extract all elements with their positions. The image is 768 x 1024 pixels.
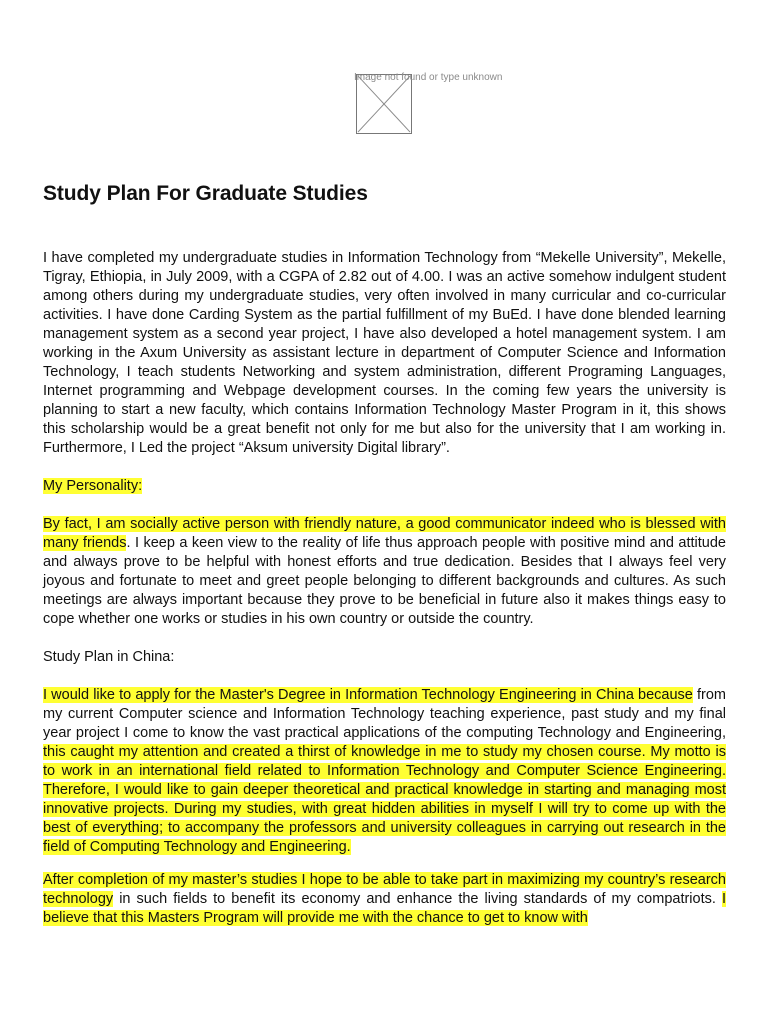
personality-heading <box>43 477 726 496</box>
personality-paragraph <box>43 515 726 629</box>
study-plan-paragraph <box>43 686 726 857</box>
after-completion-paragraph <box>43 871 726 928</box>
personality-heading-highlight: My Personality: <box>43 478 143 494</box>
broken-image-caption: Image not found or type unknown <box>354 72 503 83</box>
plain-text: from my current Computer science and Information Technology teaching experience, past study and my final year project I come to know the vast practical applications of the computing Technology and Engineering, <box>43 687 727 741</box>
document-title: Study Plan For Graduate Studies <box>43 182 368 205</box>
highlighted-text: By fact, I am socially active person with friendly nature, a good communicator indeed who is blessed with many friends <box>43 516 726 551</box>
study-plan-heading: Study Plan in China: <box>43 649 175 665</box>
highlighted-text: this caught my attention and created a thirst of knowledge in me to study my chosen course. My motto is to work in an international field related to Information Technology and Computer Science Engineering. <box>43 744 726 779</box>
plain-text: . I keep a keen view to the reality of life thus approach people with positive mind and attitude and always prove to be helpful with honest efforts and true dedication. Besides that I always feel very joyous and fortunate to meet and greet people belonging to different backgrounds and cultures. As such meetings are always important because they prove to be beneficial in future also it makes things easy to cope whether one works or studies in his own country or outside the country. <box>43 535 726 627</box>
highlighted-text: Therefore, I would like to gain deeper theoretical and practical knowledge in starting and managing most innovative projects. During my studies, with great hidden abilities in myself I will try to come up with the best of everything; to accompany the professors and university colleagues in carrying out research in the field of Computing Technology and Engineering. <box>43 782 726 855</box>
highlighted-text: After completion of my master’s studies I hope to be able to take part in maximizing my country’s research technology <box>43 872 726 907</box>
plain-text: in such fields to benefit its economy and enhance the living standards of my compatriots. <box>113 891 722 907</box>
highlighted-text: I believe that this Masters Program will provide me with the chance to get to know with <box>43 891 726 926</box>
document-body <box>43 249 726 928</box>
highlighted-text: I would like to apply for the Master's Degree in Information Technology Engineering in China because <box>43 687 693 703</box>
intro-paragraph: I have completed my undergraduate studies in Information Technology from “Mekelle University”, Mekelle, Tigray, Ethiopia, in July 2009, with a CGPA of 2.82 out of 4.00. I was an active somehow indulgent student among others during my undergraduate studies, very often involved in many curricular and co-curricular activities. I have done Carding System as the partial fulfillment of my BuEd. I have done blended learning management system as a second year project, I have also developed a hotel management system. I am working in the Axum University as assistant lecture in department of Computer Science and Information Technology, I teach students Networking and system administration, different Programing Languages, Internet programming and Webpage development courses. In the coming few years the university is planning to start a new faculty, which contains Information Technology Master Program in it, this shows this scholarship would be a great benefit not only for me but also for the university that I am working in. Furthermore, I Led the project “Aksum university Digital library”. <box>43 250 726 456</box>
